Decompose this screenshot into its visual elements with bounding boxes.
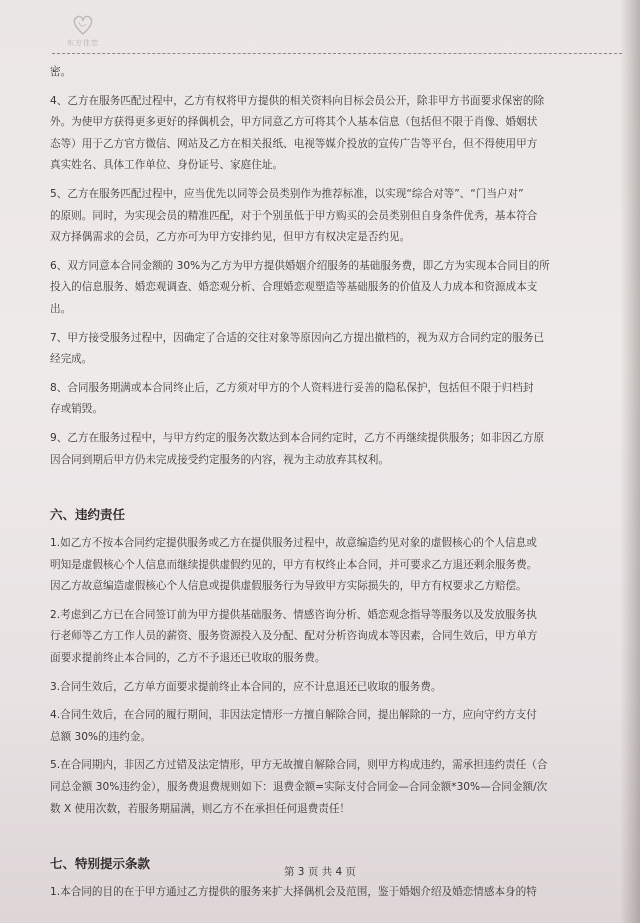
text-line: 7、甲方接受服务过程中，因确定了合适的交往对象等原因向乙方提出撤档的，视为双方合同约定的服务已 xyxy=(50,331,545,344)
header-divider xyxy=(52,53,622,54)
clause-paragraph xyxy=(50,62,624,84)
text-line: 态等）用于乙方官方微信、网站及乙方在相关报纸、电视等媒介投放的宣传广告等平台，但不得使用甲方 xyxy=(50,137,538,150)
text-line: 密。 xyxy=(50,66,72,78)
text-line: 2.考虑到乙方已在合同签订前为甲方提供基础服务、情感咨询分析、婚恋观念指导等服务以及发放服务执 xyxy=(50,608,537,621)
text-line: 8、合同服务期满或本合同终止后，乙方须对甲方的个人资料进行妥善的隐私保护，包括但不限于归档封 xyxy=(50,381,534,394)
page-number: 第 3 页 共 4 页 xyxy=(283,866,357,878)
text-line: 行老师等乙方工作人员的薪资、服务资源投入及分配、配对分析咨询成本等因素，合同生效后，甲方单方 xyxy=(50,630,538,643)
text-line: 存或销毁。 xyxy=(50,403,103,416)
text-line: 1.本合同的目的在于甲方通过乙方提供的服务来扩大择偶机会及范围，鉴于婚姻介绍及婚恋情感本身的特 xyxy=(50,886,537,899)
text-line: 6、双方同意本合同金额的 30%为乙方为甲方提供婚姻介绍服务的基础服务费，即乙方为实现本合同目的所 xyxy=(50,259,550,272)
logo-mark-icon xyxy=(70,14,96,36)
text-line: 4、乙方在服务匹配过程中，乙方有权将甲方提供的相关资料向目标会员公开，除非甲方书面要求保密的除 xyxy=(50,94,545,107)
text-line: 因合同到期后甲方仍未完成接受约定服务的内容，视为主动放弃其权利。 xyxy=(50,453,389,466)
text-line: 3.合同生效后，乙方单方面要求提前终止本合同的，应不计息退还已收取的服务费。 xyxy=(50,680,442,693)
text-line: 1.如乙方不按本合同约定提供服务或乙方在提供服务过程中，故意编造约见对象的虚假核心的个人信息或 xyxy=(50,537,537,550)
text-line: 面要求提前终止本合同的，乙方不予退还已收取的服务费。 xyxy=(50,652,326,665)
clause-paragraph xyxy=(50,755,624,820)
clause-paragraph xyxy=(50,328,624,371)
text-line: 数 X 使用次数，若服务期届满，则乙方不在承担任何退费责任！ xyxy=(50,802,351,815)
text-line: 总额 30%的违约金。 xyxy=(50,730,152,743)
clause-paragraph xyxy=(50,184,624,249)
clause-paragraph xyxy=(50,378,624,421)
text-line: 双方择偶需求的会员，乙方亦可为甲方安排约见，但甲方有权决定是否约见。 xyxy=(50,231,411,244)
clause-paragraph xyxy=(50,677,624,699)
clause-paragraph xyxy=(50,91,624,177)
text-line: 9、乙方在服务过程中，与甲方约定的服务次数达到本合同约定时，乙方不再继续提供服务；如非因乙方原 xyxy=(50,431,545,444)
logo-text: 东方佳恋 xyxy=(67,39,99,47)
text-line: 出。 xyxy=(50,302,72,315)
clause-paragraph xyxy=(50,256,624,321)
text-line: 4.合同生效后，在合同的履行期间，非因法定情形一方擅自解除合同，提出解除的一方，应向守约方支付 xyxy=(50,709,537,722)
document-body xyxy=(50,62,624,911)
text-line: 真实姓名、具体工作单位、身份证号、家庭住址。 xyxy=(50,159,284,172)
company-logo xyxy=(63,14,103,56)
text-line: 的原则。同时，为实现会员的精准匹配，对于个别虽低于甲方购买的会员类别但自身条件优秀，基本符合 xyxy=(50,209,538,222)
clause-paragraph xyxy=(50,705,624,748)
text-line: 投入的信息服务、婚恋观调查、婚恋观分析、合理婚恋观塑造等基础服务的价值及人力成本和资源成本支 xyxy=(50,281,538,294)
clause-paragraph xyxy=(50,428,624,471)
section-heading: 七、特别提示条款 xyxy=(50,856,151,872)
clause-paragraph xyxy=(50,533,624,598)
text-line: 因乙方故意编造虚假核心个人信息或提供虚假服务行为导致甲方实际损失的，甲方有权要求乙方赔偿。 xyxy=(50,580,527,593)
text-line: 明知是虚假核心个人信息而继续提供虚假约见的，甲方有权终止本合同，并可要求乙方退还剩余服务费。 xyxy=(50,558,538,571)
clause-paragraph xyxy=(50,605,624,670)
text-line: 外。为使甲方获得更多更好的择偶机会，甲方同意乙方可将其个人基本信息（包括但不限于肖像、婚姻状 xyxy=(50,116,538,129)
clause-paragraph xyxy=(50,882,624,904)
page-edge-shadow xyxy=(620,0,640,923)
text-line: 经完成。 xyxy=(50,353,93,366)
section-heading: 六、违约责任 xyxy=(50,507,126,523)
text-line: 同总金额 30%违约金），服务费退费规则如下：退费金额=实际支付合同金—合同金额*30%—合同金额/次 xyxy=(50,781,548,794)
text-line: 5.在合同期内，非因乙方过错及法定情形，甲方无故擅自解除合同，则甲方构成违约，需承担违约责任（合 xyxy=(50,759,548,772)
text-line: 5、乙方在服务匹配过程中，应当优先以同等会员类别作为推荐标准，以实现“综合对等”、“门当户对” xyxy=(50,187,524,200)
